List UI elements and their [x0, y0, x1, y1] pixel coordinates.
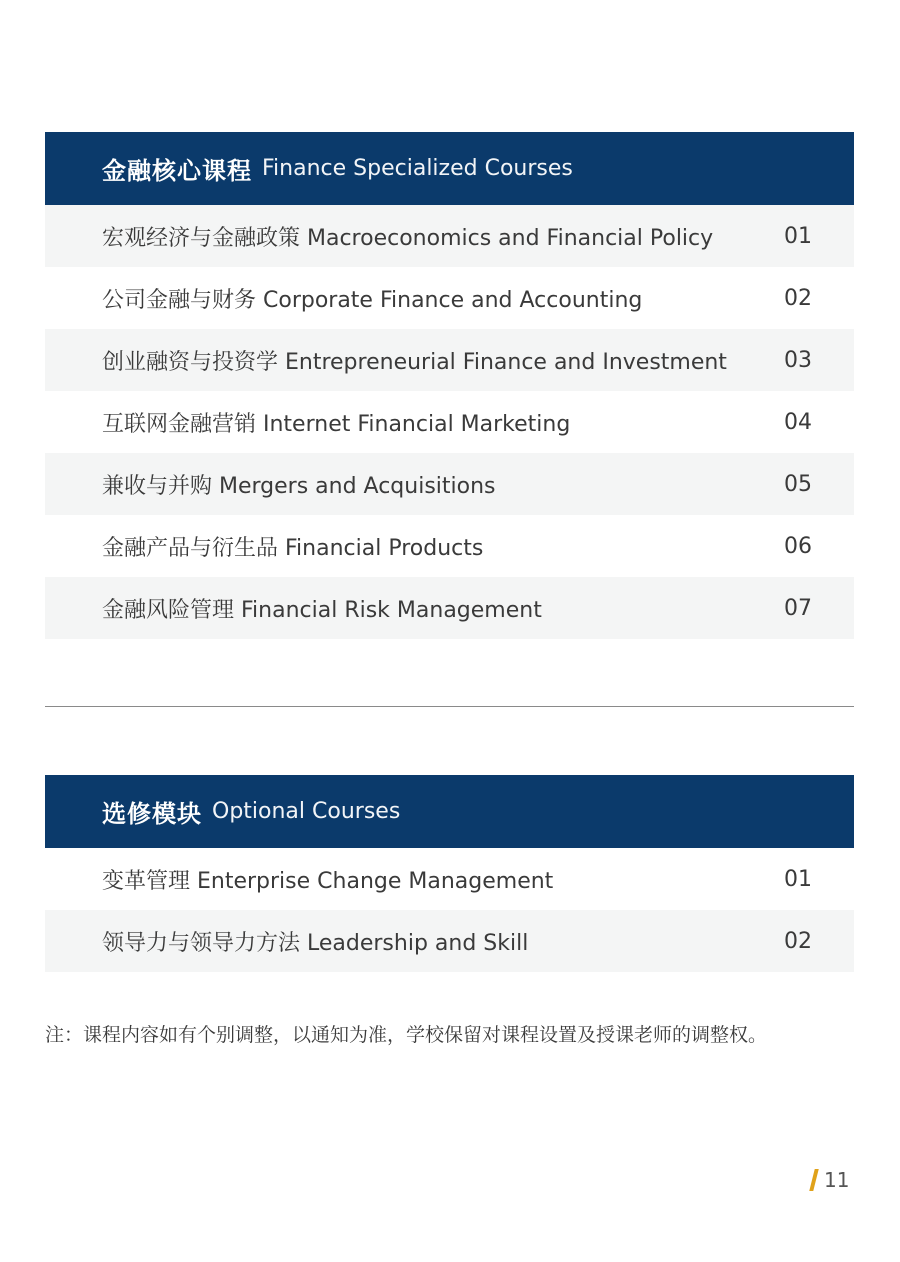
- course-row: [45, 453, 854, 515]
- course-number: 02: [784, 285, 812, 311]
- finance-courses-section: [45, 132, 854, 639]
- course-row: [45, 848, 854, 910]
- course-name: 金融产品与衍生品 Financial Products: [102, 535, 484, 561]
- course-number: 03: [784, 347, 812, 373]
- page-number-text: 11: [824, 1168, 850, 1192]
- section-title-cn: 选修模块: [102, 800, 202, 828]
- page-number: [812, 1168, 849, 1192]
- course-number: 07: [784, 595, 812, 621]
- course-row: [45, 329, 854, 391]
- course-number: 01: [784, 223, 812, 249]
- section-header: [45, 775, 854, 848]
- section-title-en: Optional Courses: [212, 799, 401, 824]
- course-name: 互联网金融营销 Internet Financial Marketing: [102, 411, 571, 437]
- course-row: [45, 577, 854, 639]
- section-title-cn: 金融核心课程: [102, 157, 252, 185]
- course-number: 06: [784, 533, 812, 559]
- footnote: 注：课程内容如有个别调整，以通知为准，学校保留对课程设置及授课老师的调整权。: [45, 1024, 768, 1046]
- course-number: 02: [784, 928, 812, 954]
- course-name: 领导力与领导力方法 Leadership and Skill: [102, 930, 529, 956]
- course-name: 创业融资与投资学 Entrepreneurial Finance and Investment: [102, 349, 727, 375]
- course-number: 04: [784, 409, 812, 435]
- optional-courses-section: [45, 775, 854, 972]
- course-number: 05: [784, 471, 812, 497]
- course-row: [45, 910, 854, 972]
- course-name: 宏观经济与金融政策 Macroeconomics and Financial Policy: [102, 225, 714, 251]
- section-title-en: Finance Specialized Courses: [262, 156, 573, 181]
- slash-accent-icon: [809, 1169, 818, 1191]
- course-name: 兼收与并购 Mergers and Acquisitions: [102, 473, 496, 499]
- course-row: [45, 267, 854, 329]
- section-divider: [45, 706, 854, 707]
- course-name: 金融风险管理 Financial Risk Management: [102, 597, 542, 623]
- course-row: [45, 205, 854, 267]
- course-row: [45, 515, 854, 577]
- course-row: [45, 391, 854, 453]
- course-name: 公司金融与财务 Corporate Finance and Accounting: [102, 287, 643, 313]
- section-header: [45, 132, 854, 205]
- course-number: 01: [784, 866, 812, 892]
- course-name: 变革管理 Enterprise Change Management: [102, 868, 554, 894]
